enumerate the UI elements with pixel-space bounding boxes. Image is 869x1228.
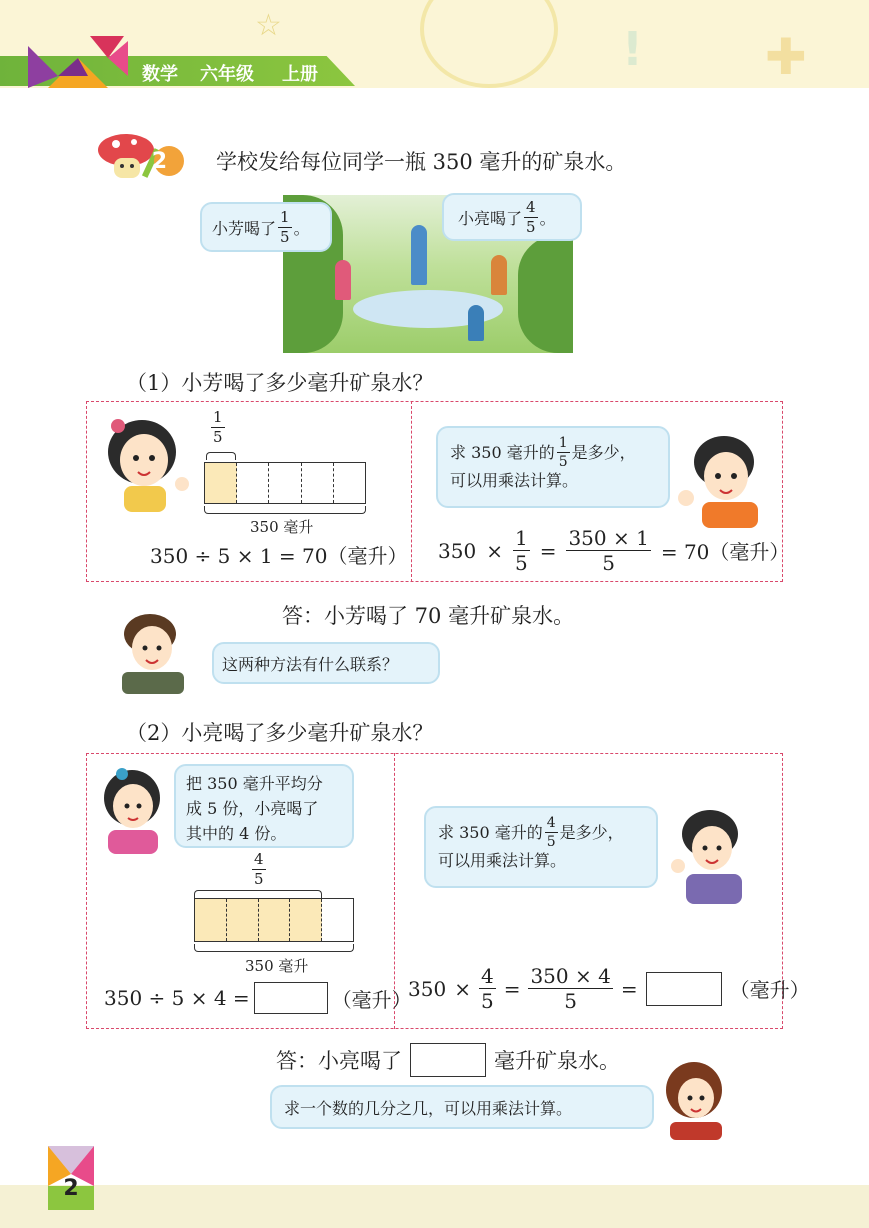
frac-den: 5 (602, 551, 615, 575)
eq-result: = 70（毫升） (660, 540, 790, 564)
eq-unit: （毫升） (729, 978, 810, 1002)
tangram-logo (28, 36, 128, 88)
star-decoration: ☆ (255, 8, 282, 43)
eq-text: 350 ÷ 5 × 4 = (104, 986, 250, 1010)
teacher-woman-icon (660, 1060, 730, 1140)
scene-bubble-right-end: 。 (539, 208, 556, 228)
girl-xiaofang-icon (98, 412, 196, 512)
frac-num: 350 × 1 (568, 526, 649, 550)
scene-left-fraction (278, 207, 292, 246)
eq-op: = (503, 976, 521, 1001)
part1-answer: 答：小芳喝了 70 毫升矿泉水。 (282, 604, 575, 628)
exclamation-decoration: ! (622, 22, 643, 76)
teacher-man-icon (112, 612, 192, 694)
part2-method2 (408, 966, 810, 1011)
tape-segment (237, 463, 269, 503)
eq-term: 350 (408, 976, 447, 1001)
eq-fraction (513, 528, 530, 573)
boy-vest-icon (668, 806, 750, 904)
eq-fraction (479, 966, 496, 1011)
part1-tape-fraction (211, 410, 225, 445)
tape-segment (302, 463, 334, 503)
part1-divider (411, 401, 412, 582)
eq-term: 350 (438, 538, 477, 563)
frac-num: 4 (546, 815, 556, 831)
bubble-text: 可以用乘法计算。 (438, 851, 567, 870)
bubble-text: 其中的 4 份。 (186, 823, 287, 843)
answer-text: 毫升矿泉水。 (494, 1049, 620, 1073)
part2-answer (276, 1043, 620, 1077)
tape-segment (290, 899, 322, 941)
part2-tape-label: 350 毫升 (245, 957, 309, 975)
part1-top-brace (206, 452, 236, 460)
part1-tape-diagram (204, 462, 366, 504)
frac-num: 4 (480, 964, 494, 988)
eq-unit: （毫升） (331, 987, 412, 1012)
tape-segment (227, 899, 259, 941)
bubble-text: 成 5 份，小亮喝了 (186, 798, 319, 818)
bubble-line (438, 816, 644, 849)
scene-right-fraction (524, 197, 538, 236)
frac-den: 5 (526, 217, 536, 236)
girl-with-bow-icon (100, 764, 166, 854)
eq-fraction (566, 528, 650, 573)
bubble-text: 把 350 毫升平均分 (186, 774, 323, 793)
bubble-text: 是多少， (571, 442, 636, 462)
frac-den: 5 (546, 834, 556, 850)
frac-num: 4 (254, 850, 264, 868)
bubble-text: 求 350 毫升的 (450, 442, 555, 462)
part1-teacher-bubble: 这两种方法有什么联系？ (212, 642, 440, 684)
tree-right (518, 235, 573, 353)
scene-bubble-left-end: 。 (293, 218, 310, 238)
frac-num: 1 (213, 408, 223, 426)
scene-bubble-left-text: 小芳喝了 (212, 218, 277, 238)
scene-bubble-xiaoliang (442, 193, 582, 241)
child-figure-2 (468, 305, 484, 341)
frac-den: 5 (254, 870, 264, 888)
tape-segment (334, 463, 365, 503)
part2-girl-bubble (174, 764, 354, 848)
part2-question: （2）小亮喝了多少毫升矿泉水？ (126, 721, 434, 745)
part2-tape-diagram (194, 898, 354, 942)
part1-method2 (438, 528, 789, 573)
scene-bubble-xiaofang (200, 202, 332, 252)
child-figure (491, 255, 507, 295)
part2-teacher-bubble: 求一个数的几分之几，可以用乘法计算。 (270, 1085, 654, 1129)
header-volume: 上册 (282, 64, 318, 85)
page-number: 2 (63, 1176, 79, 1201)
scene-bubble-right-text: 小亮喝了 (458, 208, 523, 228)
bottom-band (0, 1185, 869, 1228)
eq-op: = (539, 538, 557, 563)
boy-figure (411, 225, 427, 285)
bubble-fraction (557, 436, 570, 469)
eq-fraction (528, 966, 612, 1011)
plus-decoration: ✚ (765, 28, 807, 86)
part1-bottom-brace (204, 506, 366, 514)
bubble-line (450, 436, 656, 469)
problem-number: 2 (151, 149, 167, 174)
part1-tape-label: 350 毫升 (250, 518, 314, 536)
part2-method2-answer-box[interactable] (646, 972, 722, 1006)
tape-segment (205, 463, 237, 503)
frac-num: 350 × 4 (530, 964, 611, 988)
bubble-text: 求 350 毫升的 (438, 822, 543, 842)
bubble-text: 可以用乘法计算。 (450, 471, 579, 490)
eq-op: × (454, 976, 471, 1001)
tape-segment (269, 463, 301, 503)
tape-segment (259, 899, 291, 941)
frac-den: 5 (558, 454, 568, 470)
part1-method2-bubble (436, 426, 670, 508)
tape-segment (195, 899, 227, 941)
part1-method1: 350 ÷ 5 × 1 = 70（毫升） (150, 544, 408, 568)
frac-den: 5 (280, 227, 290, 246)
part2-bottom-brace (194, 944, 354, 952)
frac-num: 1 (280, 207, 290, 226)
problem-statement: 学校发给每位同学一瓶 350 毫升的矿泉水。 (216, 150, 627, 174)
answer-text: 答：小亮喝了 (276, 1049, 402, 1073)
eq-op: = (620, 976, 638, 1001)
frac-num: 4 (526, 197, 536, 216)
part2-top-brace (194, 890, 322, 898)
bubble-text: 是多少， (559, 822, 624, 842)
frac-num: 1 (558, 435, 568, 451)
part2-method1 (104, 982, 412, 1014)
frac-den: 5 (564, 989, 577, 1013)
eq-op: × (486, 538, 503, 563)
bubble-fraction (545, 816, 558, 849)
boy-xiaoliang-icon (674, 432, 774, 528)
part2-tape-fraction (252, 852, 266, 887)
part2-method2-bubble (424, 806, 658, 888)
frac-den: 5 (213, 428, 223, 446)
header-subject: 数学 (142, 64, 178, 85)
part1-question: （1）小芳喝了多少毫升矿泉水？ (126, 371, 434, 395)
frac-num: 1 (514, 526, 528, 550)
tape-segment (322, 899, 353, 941)
header-grade: 六年级 (200, 64, 254, 85)
frac-den: 5 (480, 989, 494, 1013)
girl-figure (335, 260, 351, 300)
frac-den: 5 (514, 551, 528, 575)
part2-answer-box[interactable] (410, 1043, 486, 1077)
part2-method1-answer-box[interactable] (254, 982, 328, 1014)
